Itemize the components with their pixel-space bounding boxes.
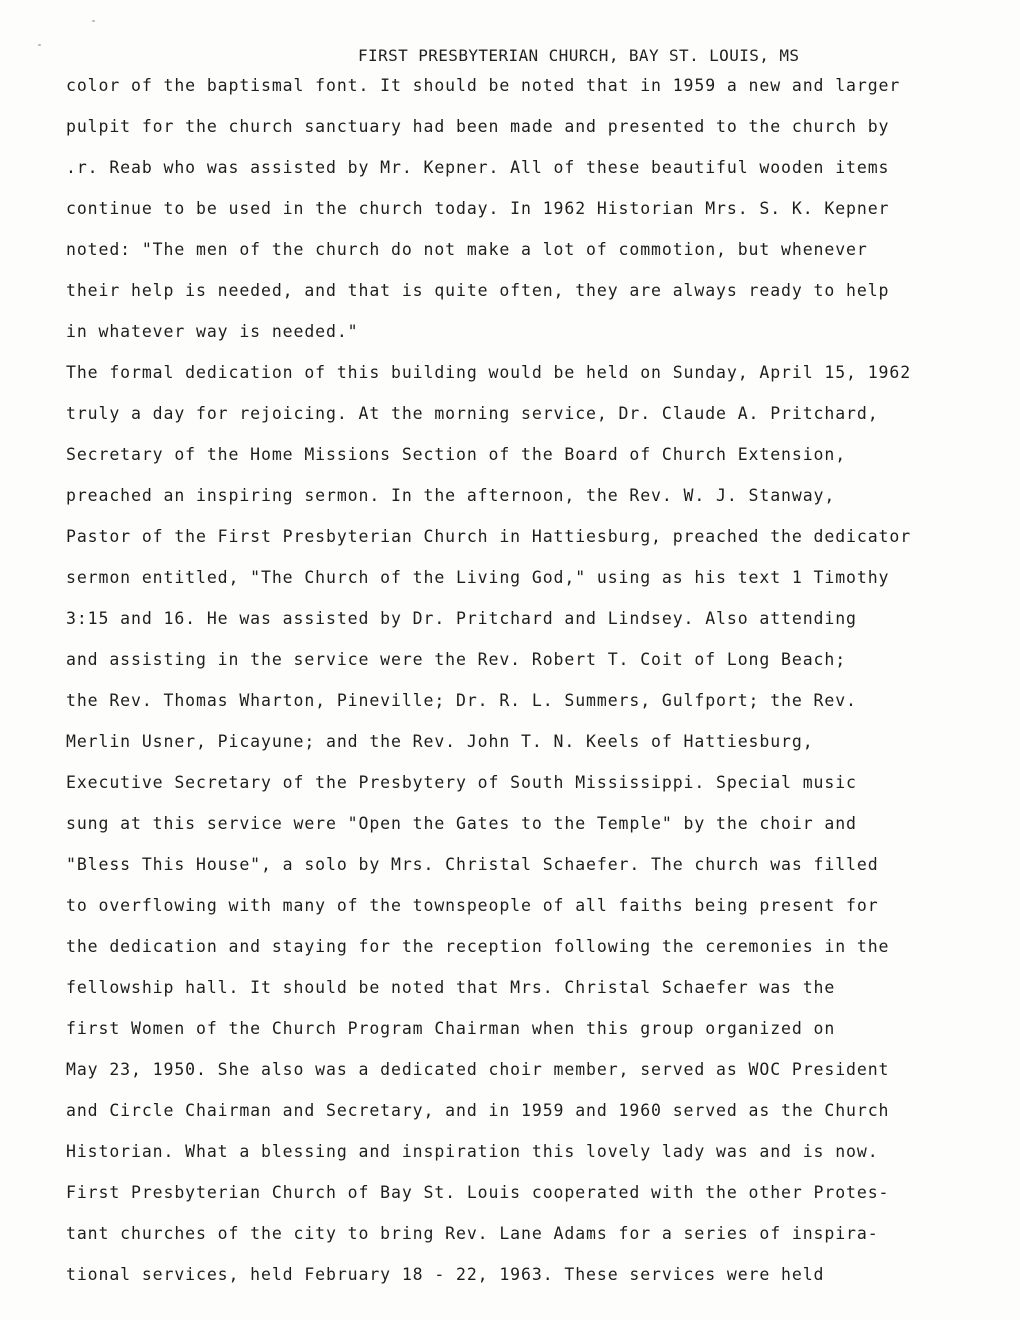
text-line: Historian. What a blessing and inspiration this lovely lady was and is now. bbox=[66, 1142, 879, 1161]
text-line: tional services, held February 18 - 22, 1963. These services were held bbox=[66, 1265, 825, 1284]
text-line: 3:15 and 16. He was assisted by Dr. Pritchard and Lindsey. Also attending bbox=[66, 609, 857, 628]
text-line: preached an inspiring sermon. In the afternoon, the Rev. W. J. Stanway, bbox=[66, 486, 836, 505]
text-line: "Bless This House", a solo by Mrs. Christal Schaefer. The church was filled bbox=[66, 855, 879, 874]
text-line: First Presbyterian Church of Bay St. Louis cooperated with the other Protes- bbox=[66, 1183, 890, 1202]
text-line: in whatever way is needed." bbox=[66, 322, 359, 341]
text-line: color of the baptismal font. It should be noted that in 1959 a new and larger bbox=[66, 76, 901, 95]
text-line: May 23, 1950. She also was a dedicated choir member, served as WOC President bbox=[66, 1060, 890, 1079]
text-line: Merlin Usner, Picayune; and the Rev. John T. N. Keels of Hattiesburg, bbox=[66, 732, 814, 751]
text-line: sermon entitled, "The Church of the Living God," using as his text 1 Timothy bbox=[66, 568, 890, 587]
text-line: The formal dedication of this building would be held on Sunday, April 15, 1962 bbox=[66, 363, 912, 382]
text-line: continue to be used in the church today. In 1962 Historian Mrs. S. K. Kepner bbox=[66, 199, 890, 218]
text-line: Executive Secretary of the Presbytery of South Mississippi. Special music bbox=[66, 773, 857, 792]
body-text bbox=[66, 72, 1012, 1302]
text-line: the dedication and staying for the reception following the ceremonies in the bbox=[66, 937, 890, 956]
text-line: their help is needed, and that is quite often, they are always ready to help bbox=[66, 281, 890, 300]
text-line: .r. Reab who was assisted by Mr. Kepner. All of these beautiful wooden items bbox=[66, 158, 890, 177]
text-line: sung at this service were "Open the Gates to the Temple" by the choir and bbox=[66, 814, 857, 833]
text-line: fellowship hall. It should be noted that Mrs. Christal Schaefer was the bbox=[66, 978, 836, 997]
text-line: first Women of the Church Program Chairman when this group organized on bbox=[66, 1019, 836, 1038]
scan-speck bbox=[38, 44, 41, 46]
text-line: the Rev. Thomas Wharton, Pineville; Dr. R. L. Summers, Gulfport; the Rev. bbox=[66, 691, 857, 710]
text-line: pulpit for the church sanctuary had been made and presented to the church by bbox=[66, 117, 890, 136]
text-line: and Circle Chairman and Secretary, and in 1959 and 1960 served as the Church bbox=[66, 1101, 890, 1120]
text-line: tant churches of the city to bring Rev. Lane Adams for a series of inspira- bbox=[66, 1224, 879, 1243]
page-header: FIRST PRESBYTERIAN CHURCH, BAY ST. LOUIS, MS bbox=[358, 46, 800, 65]
text-line: to overflowing with many of the townspeople of all faiths being present for bbox=[66, 896, 879, 915]
text-line: Pastor of the First Presbyterian Church in Hattiesburg, preached the dedicator bbox=[66, 527, 912, 546]
text-line: and assisting in the service were the Rev. Robert T. Coit of Long Beach; bbox=[66, 650, 847, 669]
scan-speck bbox=[92, 20, 95, 22]
text-line: truly a day for rejoicing. At the morning service, Dr. Claude A. Pritchard, bbox=[66, 404, 879, 423]
text-line: Secretary of the Home Missions Section of the Board of Church Extension, bbox=[66, 445, 847, 464]
text-line: noted: "The men of the church do not make a lot of commotion, but whenever bbox=[66, 240, 868, 259]
